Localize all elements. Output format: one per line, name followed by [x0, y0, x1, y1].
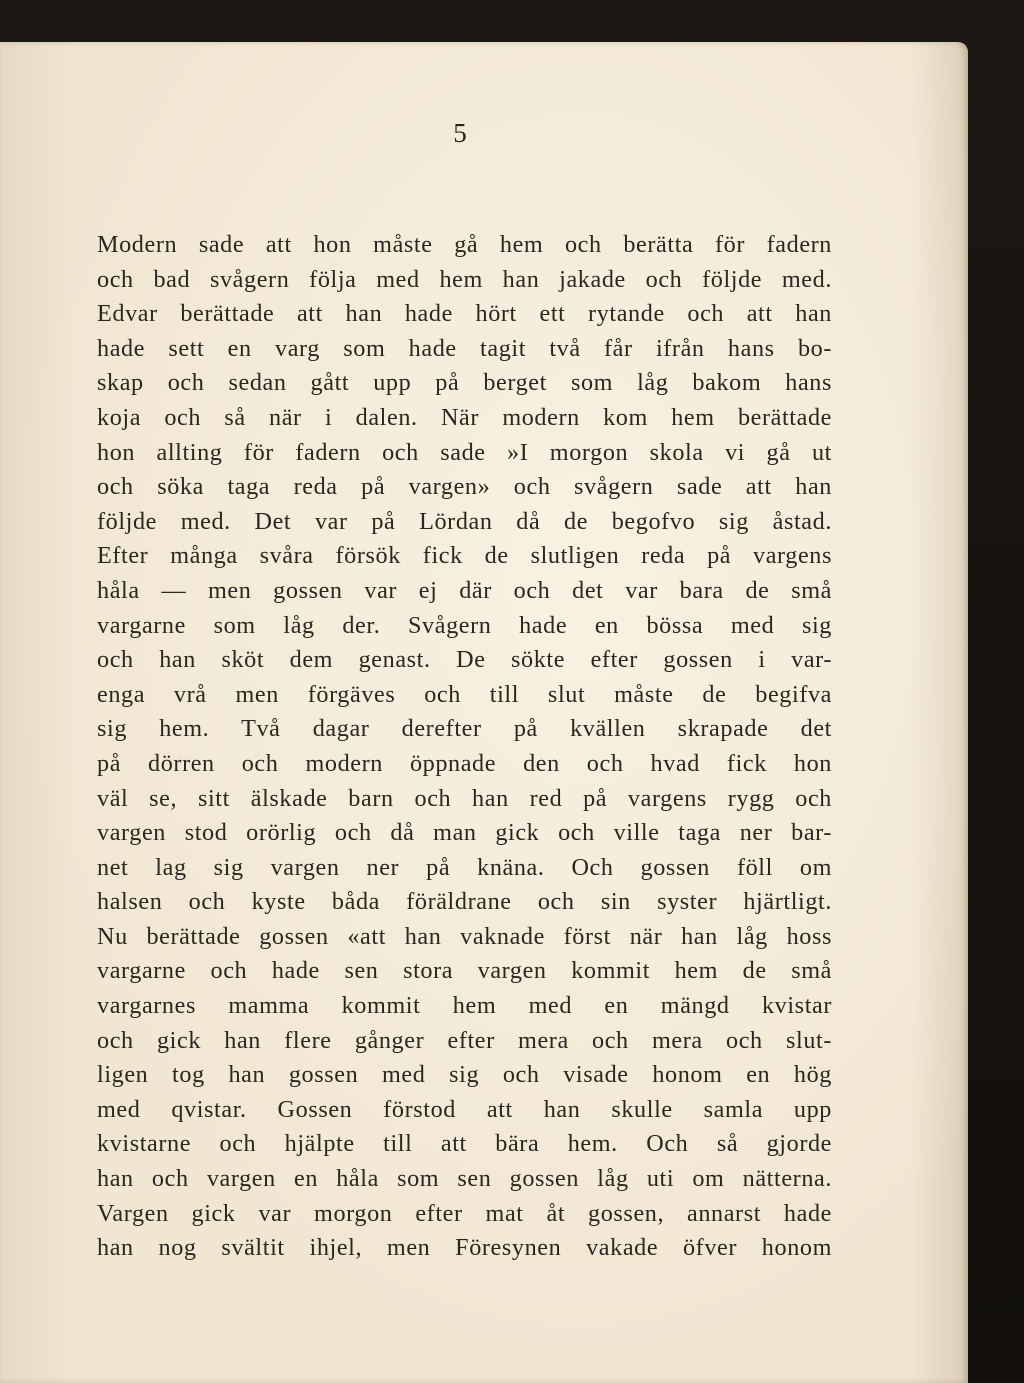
text-line: Efter många svåra försök fick de slutligen reda på vargens	[97, 542, 832, 570]
book-page	[0, 42, 968, 1383]
text-line: hon allting för fadern och sade »I morgon skola vi gå ut	[97, 438, 832, 466]
text-line: enga vrå men förgäves och till slut måste de begifva	[97, 680, 832, 708]
text-line: Nu berättade gossen «att han vaknade först när han låg hoss	[97, 922, 832, 950]
page-number: 5	[453, 118, 467, 148]
text-line: ligen tog han gossen med sig och visade honom en hög	[97, 1061, 832, 1089]
text-line: Vargen gick var morgon efter mat åt gossen, annarst hade	[97, 1199, 832, 1227]
text-line: kvistarne och hjälpte till att bära hem. Och så gjorde	[97, 1130, 832, 1158]
text-line: vargarne som låg der. Svågern hade en bössa med sig	[97, 611, 832, 639]
text-line: och söka taga reda på vargen» och svågern sade att han	[97, 473, 832, 501]
text-line: och han sköt dem genast. De sökte efter gossen i var-	[97, 646, 832, 674]
text-line: på dörren och modern öppnade den och hvad fick hon	[97, 749, 832, 777]
text-line: hade sett en varg som hade tagit två får ifrån hans bo-	[97, 334, 832, 362]
text-line: halsen och kyste båda föräldrane och sin syster hjärtligt.	[97, 888, 832, 916]
text-line: håla — men gossen var ej där och det var bara de små	[97, 576, 832, 604]
text-line: följde med. Det var på Lördan då de begofvo sig åstad.	[97, 507, 832, 535]
text-line: vargarnes mamma kommit hem med en mängd kvistar	[97, 992, 832, 1020]
text-line: han nog svältit ihjel, men Föresynen vakade öfver honom	[97, 1234, 832, 1262]
text-line: vargarne och hade sen stora vargen kommit hem de små	[97, 957, 832, 985]
page-body-text	[97, 228, 832, 1266]
text-line: vargen stod orörlig och då man gick och ville taga ner bar-	[97, 819, 832, 847]
text-line: sig hem. Två dagar derefter på kvällen skrapade det	[97, 715, 832, 743]
text-line: han och vargen en håla som sen gossen låg uti om nätterna.	[97, 1165, 832, 1193]
text-line: Modern sade att hon måste gå hem och berätta för fadern	[97, 231, 832, 258]
text-line: och bad svågern följa med hem han jakade och följde med.	[97, 265, 832, 293]
text-line: net lag sig vargen ner på knäna. Och gossen föll om	[97, 853, 832, 881]
text-line: Edvar berättade att han hade hört ett rytande och att han	[97, 300, 832, 328]
text-line: skap och sedan gått upp på berget som låg bakom hans	[97, 369, 832, 397]
text-line: och gick han flere gånger efter mera och mera och slut-	[97, 1026, 832, 1054]
text-line: med qvistar. Gossen förstod att han skulle samla upp	[97, 1095, 832, 1123]
text-line: väl se, sitt älskade barn och han red på vargens rygg och	[97, 784, 832, 812]
text-line: koja och så när i dalen. När modern kom hem berättade	[97, 403, 832, 431]
